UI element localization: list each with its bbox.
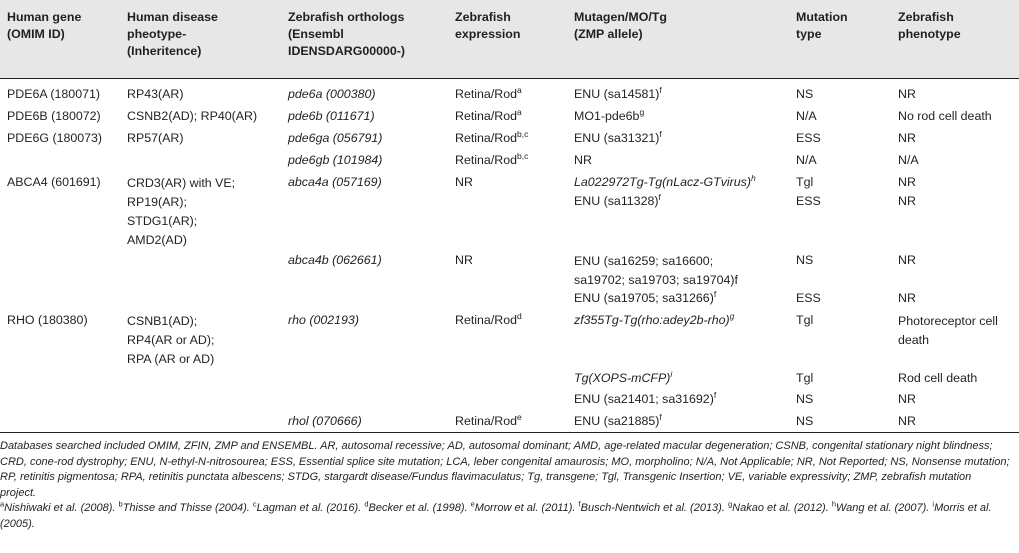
mutagen-cell: ENU $(sa31321)^f$ (574, 128, 662, 145)
gene-cell: PDE6A (180071) (7, 87, 100, 101)
mutation-type-cell: ESS (796, 291, 821, 305)
ortholog-cell: pde6b (011671) (288, 109, 375, 123)
phenotype-cell: N/A (898, 153, 919, 167)
mutation-type-cell: Tgl (796, 371, 814, 385)
disease-cell: CSNB1(AD); RP4(AR or AD); RPA (AR or AD) (127, 314, 215, 366)
expression-cell: Retina/Rod$^{b,c}$ (455, 150, 529, 167)
ortholog-cell: rhol (070666) (288, 414, 362, 428)
phenotype-cell: NR (898, 392, 916, 406)
mutation-type-cell: Tgl (796, 313, 814, 327)
abbreviations-note: Databases searched included OMIM, ZFIN, ZMP and ENSEMBL. AR, autosomal recessive; AD, autosomal dominant; AMD, age-related macular degeneration; CSNB, congenital stationary night blindness; CRD, cone-rod dystrophy; ENU, N-ethyl-N-nitrosourea; ESS, Essential splice site mutation; LCA, leber congenital amaurosis; MO, morpholino; N/A, Not Applicable; NR, Not Reported; NS, Nonsense mutation; RP, retinitis pigmentosa; RPA, retinitis punctata albescens; STDG, stargardt disease/Fundus flavimaculatus; Tg, transgene; Tgl, Transgenic Insertion; VE, variable expressivity; ZMP, zebrafish mutation project. (0, 440, 1010, 499)
phenotype-cell: Photoreceptor cell death (898, 314, 998, 347)
expression-cell: Retina/Rod$^a$ (455, 106, 522, 123)
mutagen-cell: ENU $(sa11328)^f$ (574, 191, 661, 208)
header-rule (0, 78, 1019, 79)
phenotype-cell: NR (898, 87, 916, 101)
header-mutation-type: Mutation type (796, 10, 848, 41)
mutation-type-cell: NS (796, 253, 814, 267)
mutagen-cell: ENU (sa16259; sa16600; sa19702; sa19703; sa19704)f (574, 254, 738, 287)
mutagen-cell: ENU (sa21401; sa31692)$^f$ (574, 389, 717, 406)
expression-cell: NR (455, 253, 473, 267)
ortholog-cell: rho (002193) (288, 313, 359, 327)
gene-cell: PDE6G (180073) (7, 131, 103, 145)
table-header (0, 0, 1019, 78)
header-disease-phenotype: Human disease pheotype- (Inheritence) (127, 10, 218, 58)
header-human-gene: Human gene (OMIM ID) (7, 10, 82, 41)
expression-cell: Retina/Rod$^d$ (455, 310, 522, 327)
phenotype-cell: Rod cell death (898, 371, 978, 385)
gene-cell: RHO (180380) (7, 313, 88, 327)
expression-cell: Retina/Rod$^{b,c}$ (455, 128, 529, 145)
mutation-type-cell: Tgl (796, 175, 814, 189)
mutation-type-cell: N/A (796, 109, 817, 123)
phenotype-cell: NR (898, 131, 916, 145)
mutagen-cell: NR (574, 153, 592, 167)
mutagen-cell: zf355Tg-Tg(rho:adey2b-rho)$^g$ (574, 310, 735, 327)
mutation-type-cell: ESS (796, 131, 821, 145)
mutagen-cell: $MO1-pde6b^g$ (574, 106, 645, 123)
phenotype-cell: NR (898, 291, 916, 305)
header-zebrafish-phenotype: Zebrafish phenotype (898, 10, 961, 41)
phenotype-cell: NR (898, 194, 916, 208)
table-footnotes (0, 439, 1010, 533)
mutation-type-cell: NS (796, 414, 814, 428)
mutagen-cell: ENU $(sa21885)^f$ (574, 411, 662, 428)
ortholog-cell: pde6a (000380) (288, 87, 376, 101)
ortholog-cell: abca4b (062661) (288, 253, 382, 267)
ortholog-cell: abca4a (057169) (288, 175, 382, 189)
disease-cell: RP57(AR) (127, 131, 184, 145)
phenotype-cell: No rod cell death (898, 109, 992, 123)
header-mutagen: Mutagen/MO/Tg (ZMP allele) (574, 10, 667, 41)
ortholog-cell: pde6ga (056791) (288, 131, 383, 145)
disease-cell: RP43(AR) (127, 87, 184, 101)
phenotype-cell: NR (898, 175, 916, 189)
disease-cell: CRD3(AR) with VE; RP19(AR); STDG1(AR); AMD2(AD) (127, 176, 236, 247)
mutagen-cell: ENU $(sa14581)^f$ (574, 84, 662, 101)
table-bottom-rule (0, 432, 1019, 433)
header-zebrafish-expression: Zebrafish expression (455, 10, 521, 41)
disease-cell: CSNB2(AD); RP40(AR) (127, 109, 258, 123)
ortholog-cell: pde6gb (101984) (288, 153, 383, 167)
mutagen-cell: ENU (sa19705; sa31266)$^f$ (574, 288, 717, 305)
gene-cell: ABCA4 (601691) (7, 175, 101, 189)
header-zebrafish-orthologs: Zebrafish orthologs (Ensembl IDENSDARG00000-) (288, 10, 406, 58)
mutation-type-cell: ESS (796, 194, 821, 208)
expression-cell: Retina/Rod$^e$ (455, 411, 522, 428)
mutation-type-cell: NS (796, 87, 814, 101)
gene-cell: PDE6B (180072) (7, 109, 101, 123)
expression-cell: NR (455, 175, 473, 189)
mutation-type-cell: NS (796, 392, 814, 406)
phenotype-cell: NR (898, 414, 916, 428)
mutagen-cell: Tg(XOPS-mCFP)$^i$ (574, 368, 673, 385)
references-note: $^a$Nishiwaki et al. (2008). $^b$Thisse and Thisse (2004). $^c$Lagman et al. (2016). $^d$Becker et al. (1998). $^e$Morrow et al. (2011). $^f$Busch-Nentwich et al. (2013). $^g$Nakao et al. (2012). $^h$Wang et al. (2007). $^i$Morris et al. (2005). (0, 499, 992, 530)
mutagen-cell: La022972Tg-Tg(nLacz-GTvirus)$^h$ (574, 172, 756, 189)
phenotype-cell: NR (898, 253, 916, 267)
expression-cell: Retina/Rod$^a$ (455, 84, 522, 101)
mutation-type-cell: N/A (796, 153, 817, 167)
